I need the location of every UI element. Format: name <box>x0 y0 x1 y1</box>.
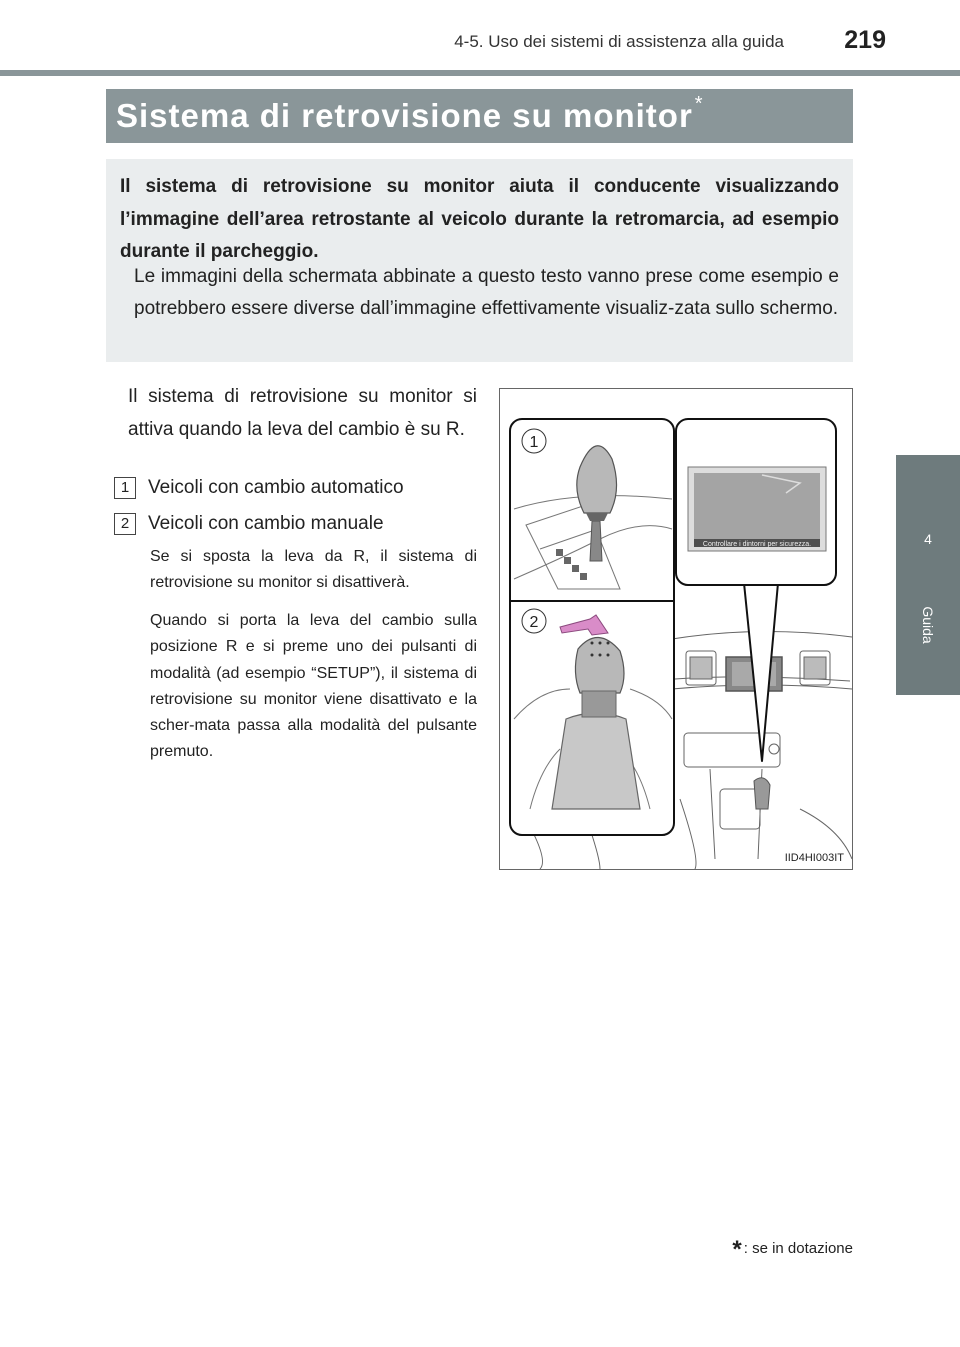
screen-caption: Controllare i dintorni per sicurezza. <box>702 541 812 548</box>
item-text: Veicoli con cambio manuale <box>148 513 384 534</box>
intro-note: Le immagini della schermata abbinate a questo testo vanno prese come esempio e potrebbero essere diverse dall’immagine effettivamente visualiz-zata sullo schermo. <box>134 266 839 319</box>
list-item <box>114 477 404 499</box>
body-paragraph: Il sistema di retrovisione su monitor si attiva quando la leva del cambio è su R. <box>128 386 477 440</box>
optional-mark: * <box>694 93 704 115</box>
illustration <box>499 388 853 870</box>
figure-code: IID4HI003IT <box>784 852 844 864</box>
footnote <box>700 1236 853 1264</box>
header-rule <box>0 70 960 76</box>
optional-mark: * <box>732 1236 742 1263</box>
note-paragraph: Se si sposta la leva da R, il sistema di retrovisione su monitor si disattiverà. <box>150 548 477 592</box>
panel-2-label: 2 <box>529 614 539 631</box>
note-paragraph: Quando si porta la leva del cambio sulla posizione R e si preme uno dei pulsanti di modalità (ad esempio “SETUP”), il sistema di retrovisione su monitor viene disattivato e la scher-mata passa alla modalità del pulsante premuto. <box>150 612 477 761</box>
footnote-text: : se in dotazione <box>743 1240 853 1257</box>
chapter-label: Guida <box>920 606 936 644</box>
item-text: Veicoli con cambio automatico <box>148 477 404 498</box>
item-number-badge: 2 <box>114 513 136 535</box>
chapter-tab <box>896 455 960 695</box>
page-title: Sistema di retrovisione su monitor * <box>116 93 704 134</box>
title-bar <box>106 89 853 143</box>
item-number-badge: 1 <box>114 477 136 499</box>
intro-box <box>106 159 853 362</box>
chapter-number: 4 <box>924 531 932 547</box>
panel-1-label: 1 <box>529 434 539 451</box>
page-number: 219 <box>844 26 886 54</box>
list-item <box>114 513 384 535</box>
intro-lead: Il sistema di retrovisione su monitor aiuta il conducente visualizzando l’immagine dell’area retrostante al veicolo durante la retromarcia, ad esempio durante il parcheggio. <box>120 176 839 262</box>
